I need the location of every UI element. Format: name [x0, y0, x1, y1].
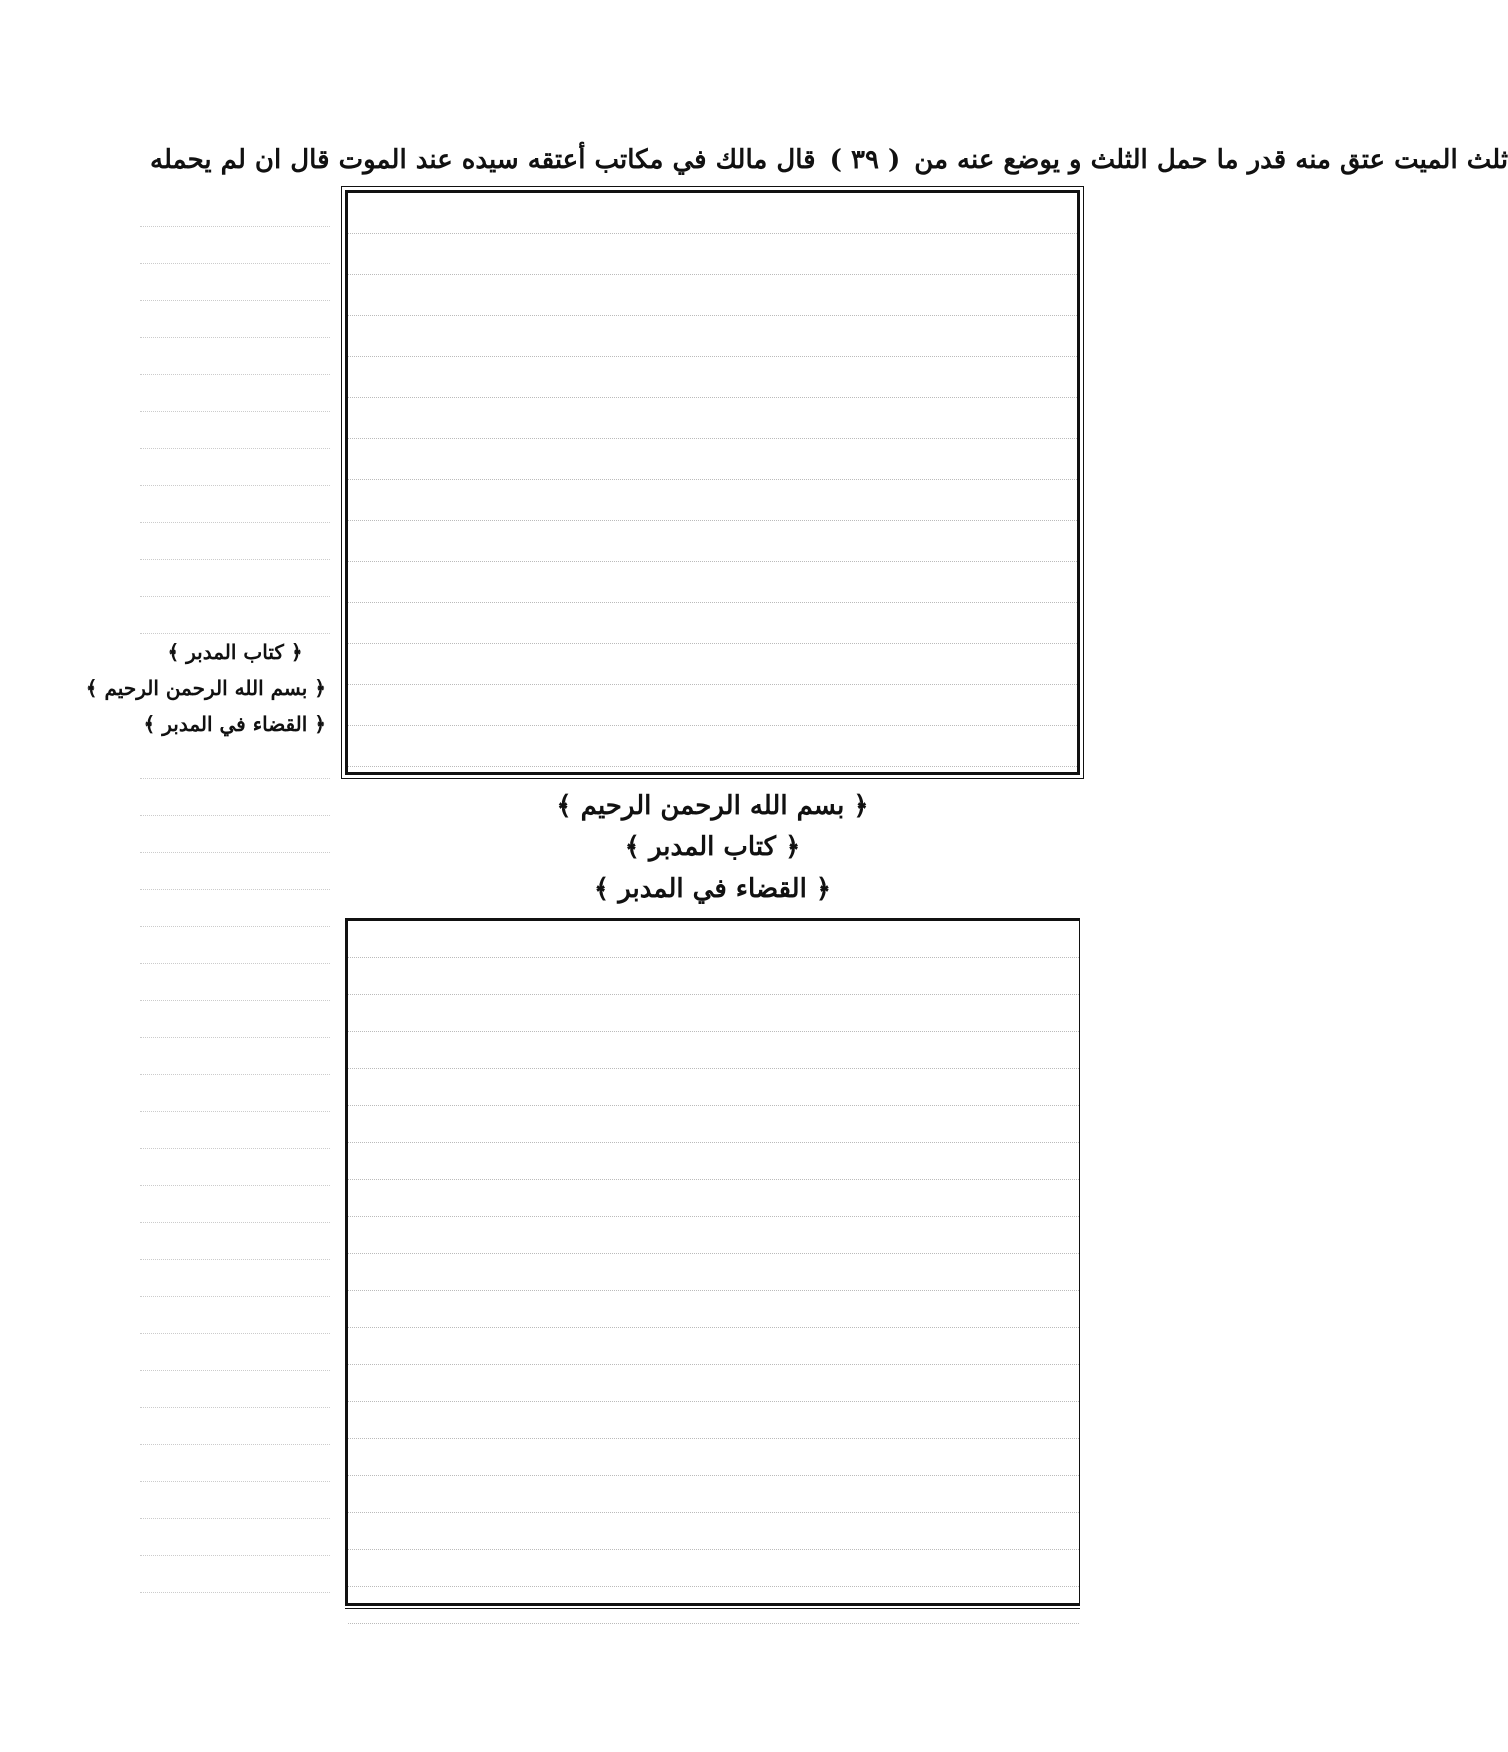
- text-line: [140, 742, 330, 779]
- text-line: [140, 523, 330, 560]
- text-line: [140, 1112, 330, 1149]
- text-line: [348, 357, 1077, 398]
- text-line: [140, 338, 330, 375]
- text-line: [348, 644, 1077, 685]
- text-line: [348, 1143, 1079, 1180]
- text-line: [140, 375, 330, 412]
- text-line: [348, 1254, 1079, 1291]
- text-line: [140, 964, 330, 1001]
- text-line: [348, 1476, 1079, 1513]
- text-line: [348, 958, 1079, 995]
- chapter-title: ﴿ القضاء في المدبر ﴾: [593, 874, 832, 905]
- margin-heading-book: ﴿ كتاب المدبر ﴾: [167, 640, 303, 664]
- text-line: [348, 1550, 1079, 1587]
- text-line: [348, 1402, 1079, 1439]
- text-line: [140, 1001, 330, 1038]
- text-line: [140, 486, 330, 523]
- text-line: [348, 995, 1079, 1032]
- text-line: [140, 597, 330, 634]
- text-line: [140, 1223, 330, 1260]
- text-line: [140, 1408, 330, 1445]
- text-line: [140, 1371, 330, 1408]
- margin-column: [85, 190, 330, 1610]
- text-line: [348, 921, 1079, 958]
- text-line: [348, 603, 1077, 644]
- text-line: [348, 1439, 1079, 1476]
- book-title: ﴿ كتاب المدبر ﴾: [624, 832, 801, 863]
- text-line: [348, 1513, 1079, 1550]
- text-line: [348, 685, 1077, 726]
- text-line: [140, 1260, 330, 1297]
- text-line: [348, 1106, 1079, 1143]
- text-line: [348, 439, 1077, 480]
- text-line: [348, 398, 1077, 439]
- chapter-heading-block: [345, 785, 1080, 910]
- text-line: [140, 1297, 330, 1334]
- text-line: [140, 412, 330, 449]
- text-line: [140, 853, 330, 890]
- text-line: [140, 264, 330, 301]
- running-header: [150, 140, 1508, 180]
- text-line: [140, 1482, 330, 1519]
- text-line: [140, 449, 330, 486]
- text-line: [348, 1069, 1079, 1106]
- basmala-heading: ﴿ بسم الله الرحمن الرحيم ﴾: [556, 790, 869, 821]
- page-number: ( ٣٩ ): [829, 145, 901, 175]
- text-line: [140, 1186, 330, 1223]
- text-line: [348, 1328, 1079, 1365]
- margin-heading-chapter: ﴿ القضاء في المدبر ﴾: [143, 712, 326, 736]
- text-line: [140, 779, 330, 816]
- text-line: [140, 1519, 330, 1556]
- text-line: [348, 521, 1077, 562]
- text-line: [140, 227, 330, 264]
- text-line: [348, 234, 1077, 275]
- commentary-box-top: [345, 190, 1080, 775]
- text-line: [348, 1291, 1079, 1328]
- text-line: [140, 816, 330, 853]
- text-line: [348, 1032, 1079, 1069]
- text-line: [348, 1365, 1079, 1402]
- text-line: [140, 1445, 330, 1482]
- text-line: [140, 890, 330, 927]
- text-line: [348, 1217, 1079, 1254]
- text-line: [140, 1075, 330, 1112]
- text-line: [348, 316, 1077, 357]
- text-line: [140, 1038, 330, 1075]
- text-line: [140, 1556, 330, 1593]
- text-line: [140, 1149, 330, 1186]
- header-right-text: قال مالك في مكاتب أعتقه سيده عند الموت قال ان لم يحمله: [150, 145, 816, 175]
- text-line: [348, 726, 1077, 767]
- text-line: [140, 1334, 330, 1371]
- commentary-box-bottom: [345, 918, 1080, 1603]
- text-line: [140, 301, 330, 338]
- text-line: [140, 190, 330, 227]
- text-line: [348, 193, 1077, 234]
- text-line: [348, 480, 1077, 521]
- margin-heading-basmala: ﴿ بسم الله الرحمن الرحيم ﴾: [85, 676, 326, 700]
- margin-text-top: [140, 190, 330, 634]
- text-line: [348, 1180, 1079, 1217]
- text-line: [140, 927, 330, 964]
- header-left-text: ثلث الميت عتق منه قدر ما حمل الثلث و يوضع عنه من: [914, 145, 1508, 175]
- margin-text-bottom: [140, 742, 330, 1593]
- text-line: [348, 275, 1077, 316]
- text-line: [348, 562, 1077, 603]
- bottom-double-rule: [345, 1603, 1080, 1609]
- text-line: [140, 560, 330, 597]
